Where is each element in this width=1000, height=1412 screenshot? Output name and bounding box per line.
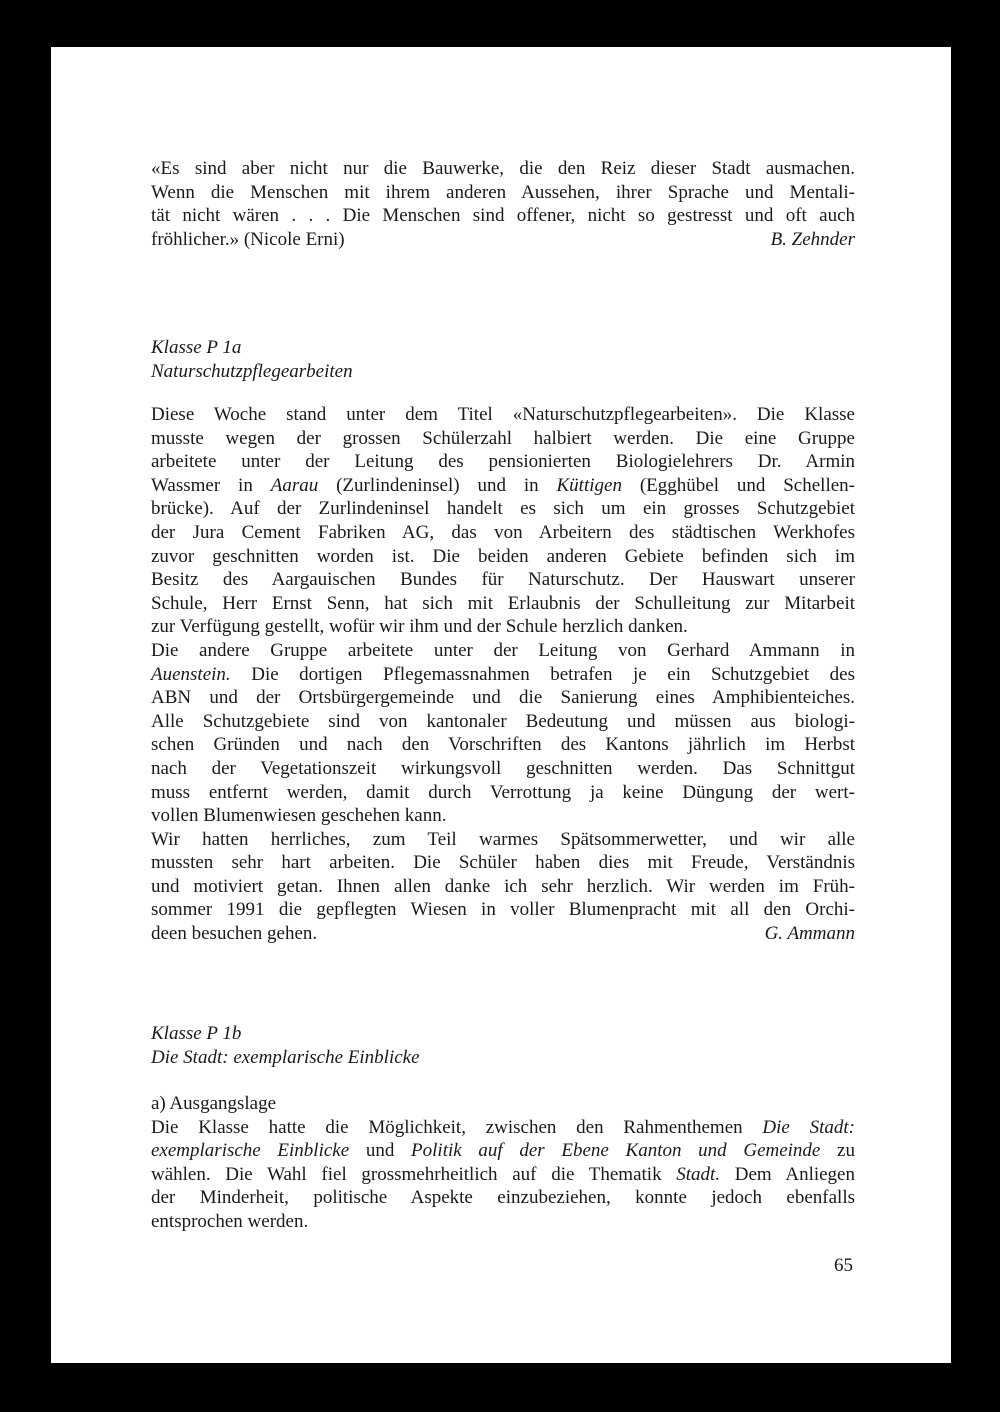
- text-line: Diese Woche stand unter dem Titel «Naturschutzpflegearbeiten». Die Klasse: [151, 404, 855, 425]
- theme-name: Stadt.: [676, 1163, 721, 1185]
- place-name: Auenstein.: [151, 663, 231, 685]
- text-line: der Minderheit, politische Aspekte einzubeziehen, konnte jedoch ebenfalls: [151, 1187, 855, 1209]
- section-heading-p1b: [151, 1022, 855, 1069]
- class-title: Klasse P 1a: [151, 337, 242, 358]
- theme-name: Die Stadt:: [762, 1116, 855, 1138]
- text-line: brücke). Auf der Zurlindeninsel handelt es sich um ein grosses Schutzgebiet: [151, 498, 855, 520]
- text-line: ABN und der Ortsbürgergemeinde und die Sanierung eines Amphibienteiches.: [151, 687, 855, 709]
- text-line: [151, 228, 855, 252]
- p1a-last-line: deen besuchen gehen.: [151, 923, 318, 945]
- text-line: [151, 1163, 855, 1187]
- text-line: nach der Vegetationszeit wirkungsvoll geschnitten werden. Das Schnittgut: [151, 757, 855, 779]
- author-signature: G. Ammann: [764, 923, 855, 945]
- text-fragment: und: [349, 1140, 412, 1162]
- quote-paragraph: [151, 157, 855, 251]
- text-line: zuvor geschnitten worden ist. Die beiden anderen Gebiete befinden sich im: [151, 545, 855, 567]
- page-number: 65: [834, 1255, 853, 1276]
- text-line: musste wegen der grossen Schülerzahl halbiert werden. Die eine Gruppe: [151, 427, 855, 449]
- text-line: mussten sehr hart arbeiten. Die Schüler haben dies mit Freude, Verständnis: [151, 852, 855, 874]
- text-line: [151, 922, 855, 946]
- class-title: Klasse P 1b: [151, 1023, 242, 1044]
- text-line: der Jura Cement Fabriken AG, das von Arbeitern des städtischen Werkhofes: [151, 521, 855, 543]
- text-line: [151, 474, 855, 498]
- author-signature: B. Zehnder: [770, 228, 855, 250]
- section-subtitle: Die Stadt: exemplarische Einblicke: [151, 1046, 420, 1068]
- text-line: zur Verfügung gestellt, wofür wir ihm und der Schule herzlich danken.: [151, 616, 688, 638]
- text-line: entsprochen werden.: [151, 1210, 309, 1232]
- text-line: Wir hatten herrliches, zum Teil warmes Spätsommerwetter, und wir alle: [151, 828, 855, 850]
- text-fragment: Die dortigen Pflegemassnahmen betrafen je ein Schutzgebiet des: [230, 663, 855, 685]
- text-line: schen Gründen und nach den Vorschriften des Kantons jährlich im Herbst: [151, 734, 855, 756]
- text-line: Schule, Herr Ernst Senn, hat sich mit Erlaubnis der Schulleitung zur Mitarbeit: [151, 592, 855, 614]
- text-fragment: (Zurlindeninsel) und in: [318, 474, 557, 496]
- text-line: Besitz des Aargauischen Bundes für Naturschutz. Der Hauswart unserer: [151, 569, 855, 591]
- text-line: [151, 1116, 855, 1140]
- section-subtitle: Naturschutzpflegearbeiten: [151, 360, 353, 382]
- p1b-body: [151, 1092, 855, 1234]
- p1a-body: [151, 403, 855, 946]
- place-name: Aarau: [270, 474, 319, 496]
- text-line: Wenn die Menschen mit ihrem anderen Aussehen, ihrer Sprache und Mentali-: [151, 181, 855, 203]
- text-fragment: zu: [820, 1140, 855, 1162]
- text-line: Die andere Gruppe arbeitete unter der Leitung von Gerhard Ammann in: [151, 639, 855, 661]
- subsection-title: a) Ausgangslage: [151, 1093, 277, 1114]
- text-line: [151, 663, 855, 687]
- text-fragment: Wassmer in: [151, 474, 271, 496]
- text-fragment: (Egghübel und Schellen-: [621, 474, 855, 496]
- text-line: Alle Schutzgebiete sind von kantonaler Bedeutung und müssen aus biologi-: [151, 710, 855, 732]
- theme-name: Politik auf der Ebene Kanton und Gemeinde: [411, 1140, 821, 1162]
- section-heading-p1a: [151, 336, 855, 383]
- text-line: [151, 1139, 855, 1163]
- text-line: muss entfernt werden, damit durch Verrottung ja keine Düngung der wert-: [151, 781, 855, 803]
- text-line: vollen Blumenwiesen geschehen kann.: [151, 805, 447, 827]
- document-page: [51, 47, 951, 1363]
- theme-name: exemplarische Einblicke: [151, 1140, 350, 1162]
- text-line: sommer 1991 die gepflegten Wiesen in voller Blumenpracht mit all den Orchi-: [151, 899, 855, 921]
- text-fragment: Die Klasse hatte die Möglichkeit, zwischen den Rahmenthemen: [151, 1116, 763, 1138]
- text-line: tät nicht wären . . . Die Menschen sind offener, nicht so gestresst und oft auch: [151, 205, 855, 227]
- text-line: und motiviert getan. Ihnen allen danke ich sehr herzlich. Wir werden im Früh-: [151, 875, 855, 897]
- text-line: «Es sind aber nicht nur die Bauwerke, die den Reiz dieser Stadt ausmachen.: [151, 158, 855, 179]
- text-fragment: wählen. Die Wahl fiel grossmehrheitlich auf die Thematik: [151, 1163, 677, 1185]
- text-line: arbeitete unter der Leitung des pensionierten Biologielehrers Dr. Armin: [151, 451, 855, 473]
- quote-last-line: fröhlicher.» (Nicole Erni): [151, 228, 345, 250]
- place-name: Küttigen: [556, 474, 622, 496]
- text-fragment: Dem Anliegen: [720, 1163, 855, 1185]
